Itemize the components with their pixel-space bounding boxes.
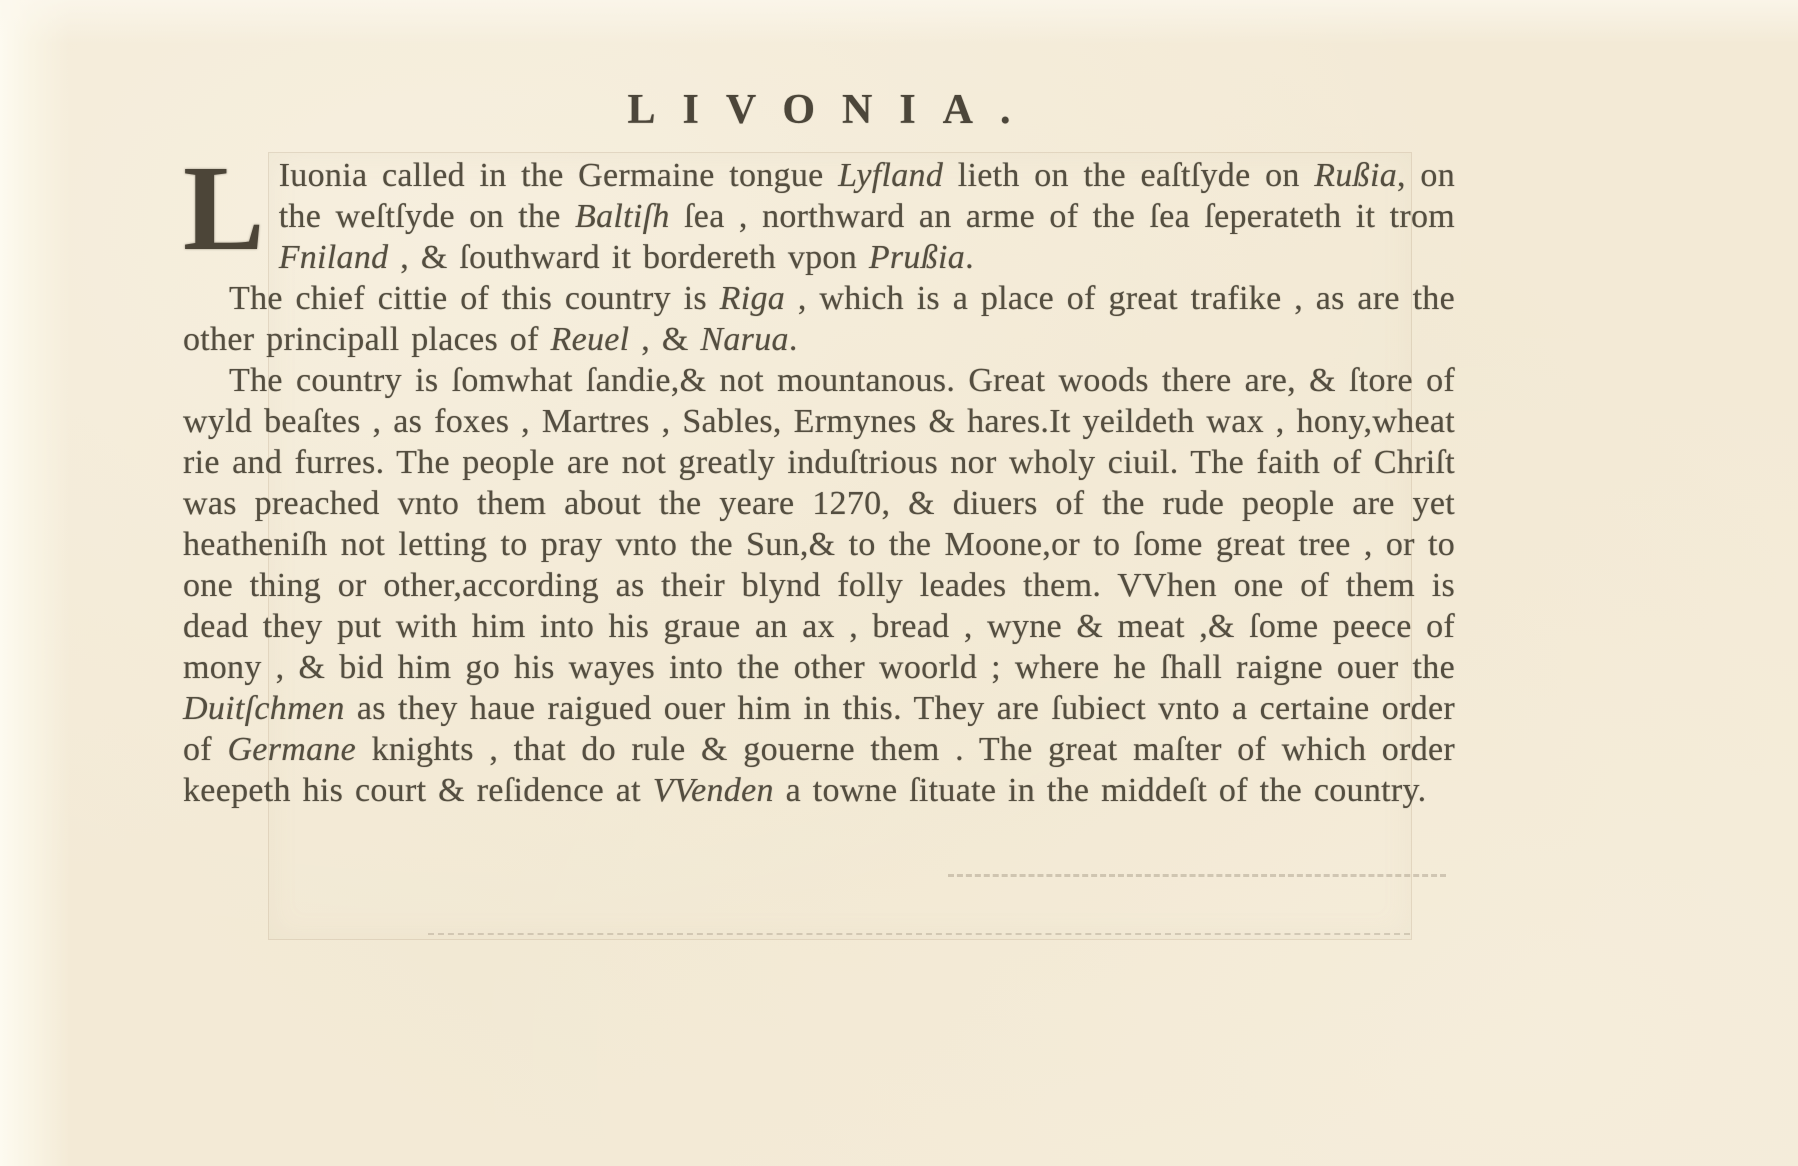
text-segment: . bbox=[788, 321, 798, 358]
page-title: LIVONIA. bbox=[627, 87, 1038, 133]
text-segment: Reuel bbox=[550, 321, 630, 358]
text-segment: Baltiſh bbox=[575, 198, 670, 235]
text-segment: Rußia bbox=[1314, 157, 1397, 194]
text-segment: Duitſchmen bbox=[183, 690, 345, 727]
text-segment: , & bbox=[629, 321, 701, 358]
text-segment: Lyfland bbox=[838, 157, 944, 194]
text-segment: , which is a place of great trafike , as are the other principall places of bbox=[183, 280, 1455, 358]
text-segment: , on the weſtſyde on the bbox=[278, 157, 1455, 235]
paragraph bbox=[183, 360, 1455, 811]
text-segment: as they haue raigued ouer him in this. They are ſubiect vnto a certaine order of bbox=[183, 690, 1455, 768]
page-left-edge-highlight bbox=[0, 0, 70, 1166]
text-segment: The country is ſomwhat ſandie,& not mountanous. Great woods there are, & ſtore of wyld beaſtes , as foxes , Martres , Sables, Ermynes & hares.It yeildeth wax , hony,wheat rie and furres. The people are not greatly induſtrious nor wholy ciuil. The faith of Chriſt was preached vnto them about the yeare 1270, & diuers of the rude people are yet heatheniſh not letting to pray vnto the Sun,& to the Moone,or to ſome great tree , or to one thing or other,according as their blynd folly leades them. VVhen one of them is dead they put with him into his graue an ax , bread , wyne & meat ,& ſome peece of mony , & bid him go his wayes into the other woorld ; where he ſhall raigne ouer the bbox=[183, 362, 1455, 686]
text-segment: Prußia bbox=[868, 239, 966, 276]
text-segment: Riga bbox=[719, 280, 786, 317]
text-segment: Narua bbox=[700, 321, 789, 358]
text-segment: ſea , northward an arme of the ſea ſeperateth it trom bbox=[669, 198, 1455, 235]
verso-show-through-line bbox=[428, 933, 1410, 935]
text-segment: Fniland bbox=[278, 239, 389, 276]
paragraph bbox=[183, 141, 1455, 278]
text-segment: VVenden bbox=[652, 772, 774, 809]
text-block bbox=[183, 87, 1456, 811]
page-top-edge-highlight bbox=[0, 0, 1798, 44]
verso-show-through-line bbox=[948, 874, 1446, 877]
drop-cap: L bbox=[183, 141, 265, 276]
text-segment: a towne ſituate in the middeſt of the country. bbox=[773, 772, 1427, 809]
text-segment: . bbox=[965, 239, 974, 276]
text-segment: The chief cittie of this country is bbox=[229, 280, 720, 317]
paragraph bbox=[183, 278, 1455, 360]
text-segment: Germane bbox=[227, 731, 357, 768]
text-segment: lieth on the eaſtſyde on bbox=[943, 157, 1315, 194]
text-segment: knights , that do rule & gouerne them . The great maſter of which order keepeth his court & reſidence at bbox=[183, 731, 1456, 809]
text-segment: , & ſouthward it bordereth vpon bbox=[388, 239, 869, 276]
text-segment: Iuonia called in the Germaine tongue bbox=[278, 157, 839, 194]
